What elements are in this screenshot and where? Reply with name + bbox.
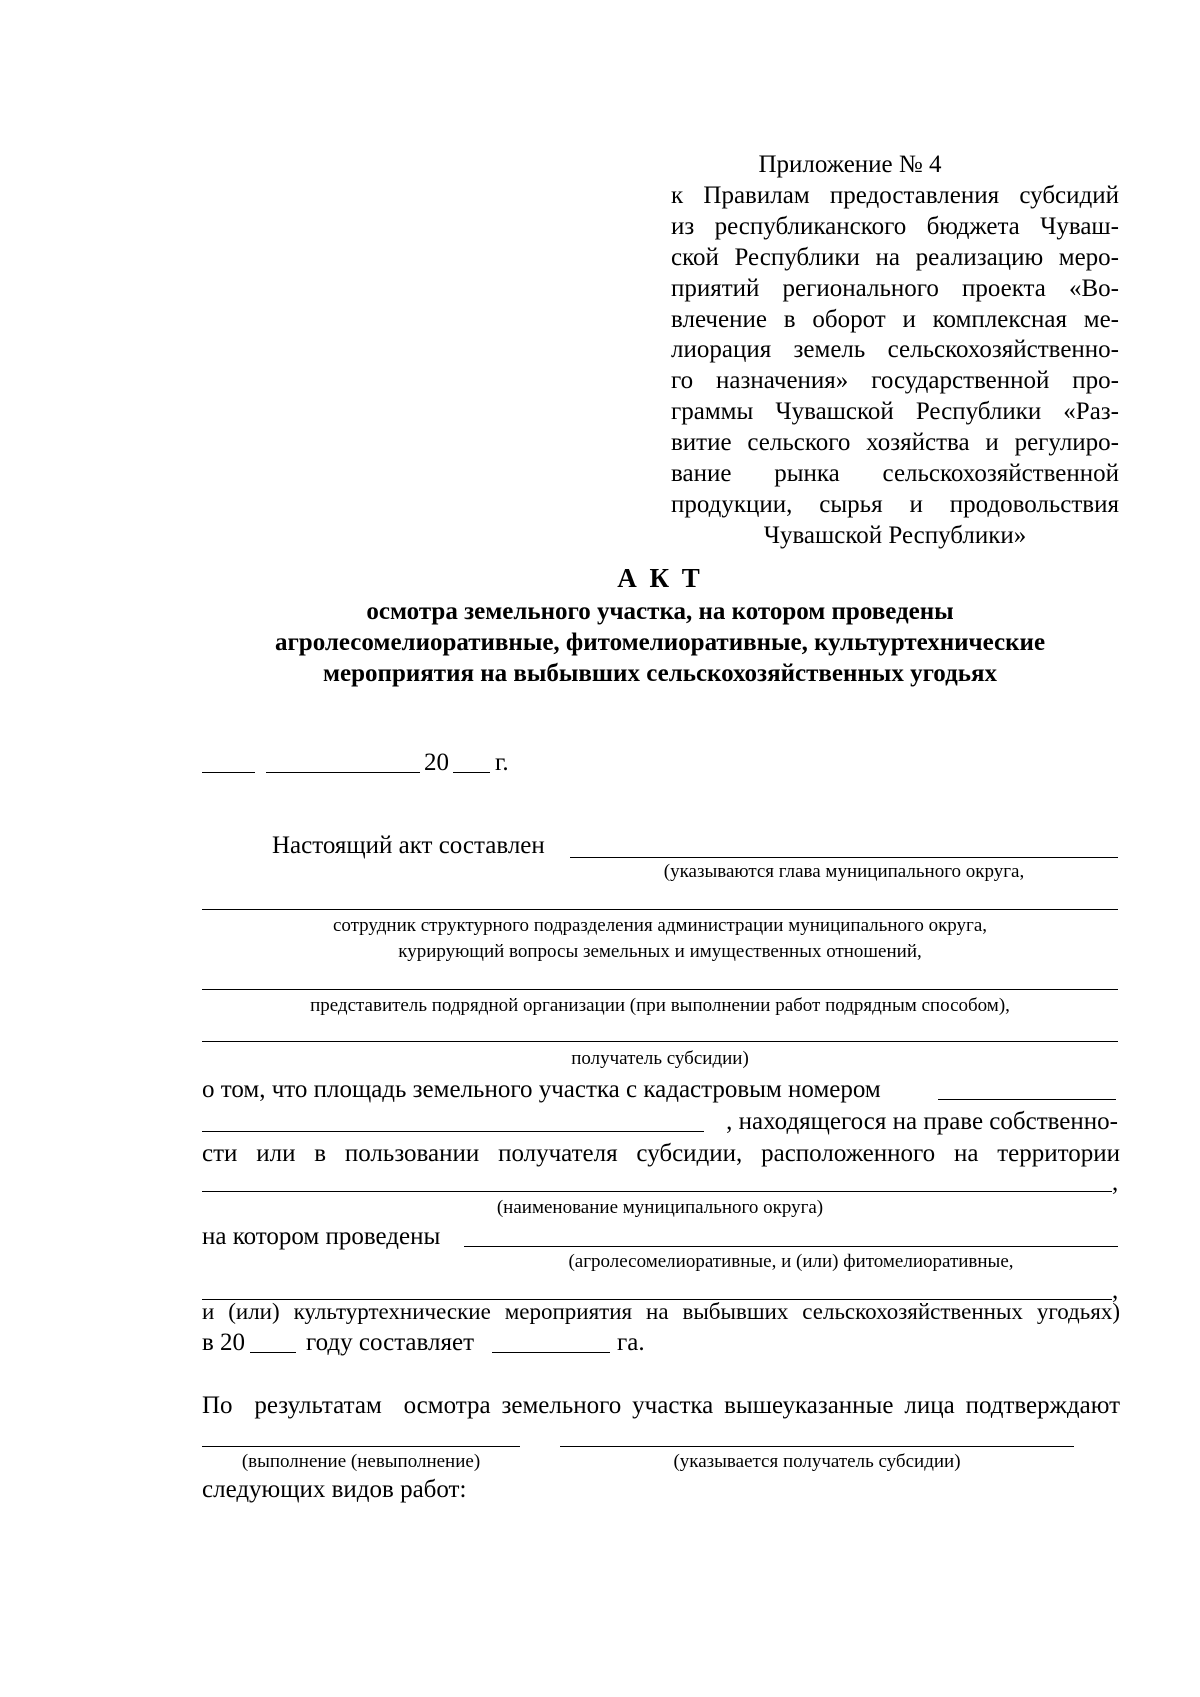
composed-blank[interactable] [570,857,1118,858]
appendix-line: приятий регионального проекта «Во- [671,274,1119,302]
cadastral-number-blank[interactable] [938,1099,1116,1100]
date-year-blank[interactable] [453,772,490,773]
year-blank[interactable] [250,1352,296,1353]
year-is-label: году составляет [306,1329,474,1356]
title-line-2: агролесомелиоративные, фитомелиоративные, культуртехнические [274,629,1046,656]
document-title [200,563,1120,689]
performed-blank[interactable] [464,1246,1118,1247]
appendix-line: вание рынка сельскохозяйственной [671,460,1119,488]
date-day-blank[interactable] [202,772,255,773]
caption-municipal: (наименование муниципального округа) [496,1197,824,1218]
appendix-line: ской Республики на реализацию меро- [671,243,1119,271]
recipient-indicated-blank[interactable] [560,1446,1074,1447]
territory-blank[interactable] [202,1191,1112,1192]
caption-execution: (выполнение (невыполнение) [241,1451,481,1472]
year-in-label: в 20 [202,1329,246,1356]
usage-text: сти или в пользовании получателя субсидии, расположенного на территории [202,1140,1120,1167]
appendix-line: лиорация земель сельскохозяйственно- [671,336,1119,364]
caption-recipient-indicated: (указывается получатель субсидии) [673,1451,961,1472]
appendix-block [671,150,1119,552]
cadastral-number-blank-cont[interactable] [202,1131,704,1132]
territory-comma: , [1112,1169,1119,1196]
caption-employee-2: курирующий вопросы земельных и имущественных отношений, [398,941,922,962]
appendix-line: го назначения» государственной про- [671,367,1119,395]
hectares-blank[interactable] [492,1352,610,1353]
date-month-blank[interactable] [266,772,420,773]
caption-agro: (агролесомелиоративные, и (или) фитомелиоративные, [568,1251,1014,1272]
following-works-text: следующих видов работ: [202,1476,467,1503]
contractor-blank[interactable] [202,989,1118,990]
caption-contractor: представитель подрядной организации (при выполнении работ подрядным способом), [310,995,1010,1016]
date-suffix: г. [495,749,509,776]
caption-head: (указываются глава муниципального округа, [663,861,1025,882]
appendix-line: продукции, сырья и продовольствия [671,490,1119,518]
appendix-heading: Приложение № 4 [758,151,942,178]
employee-blank[interactable] [202,909,1118,910]
appendix-line: витие сельского хозяйства и регулиро- [671,429,1119,457]
title-line-1: осмотра земельного участка, на котором проведены [366,598,954,625]
appendix-line: влечение в оборот и комплексная ме- [671,305,1119,333]
caption-employee-1: сотрудник структурного подразделения администрации муниципального округа, [332,915,988,936]
appendix-line: граммы Чувашской Республики «Раз- [671,398,1119,426]
about-area-text: о том, что площадь земельного участка с кадастровым номером [202,1076,881,1103]
hectares-unit: га. [617,1329,645,1356]
appendix-last-line: Чувашской Республики» [763,521,1027,549]
date-year-prefix: 20 [424,749,449,776]
appendix-line: к Правилам предоставления субсидий [671,181,1119,209]
execution-blank[interactable] [202,1446,520,1447]
ownership-text: , находящегося на праве собственно- [726,1108,1118,1135]
title-line-3: мероприятия на выбывших сельскохозяйственных угодьях [323,660,997,687]
recipient-blank[interactable] [202,1041,1118,1042]
agro-comma: , [1112,1277,1119,1304]
measures-text: и (или) культуртехнические мероприятия на выбывших сельскохозяйственных угодьях) [202,1299,1120,1324]
performed-label: на котором проведены [202,1223,441,1250]
results-text: По результатам осмотра земельного участка вышеуказанные лица подтверждают [202,1392,1120,1419]
appendix-line: из республиканского бюджета Чуваш- [671,212,1119,240]
composed-label: Настоящий акт составлен [272,832,545,859]
caption-recipient: получатель субсидии) [571,1048,749,1069]
title-akt: А К Т [617,563,703,593]
